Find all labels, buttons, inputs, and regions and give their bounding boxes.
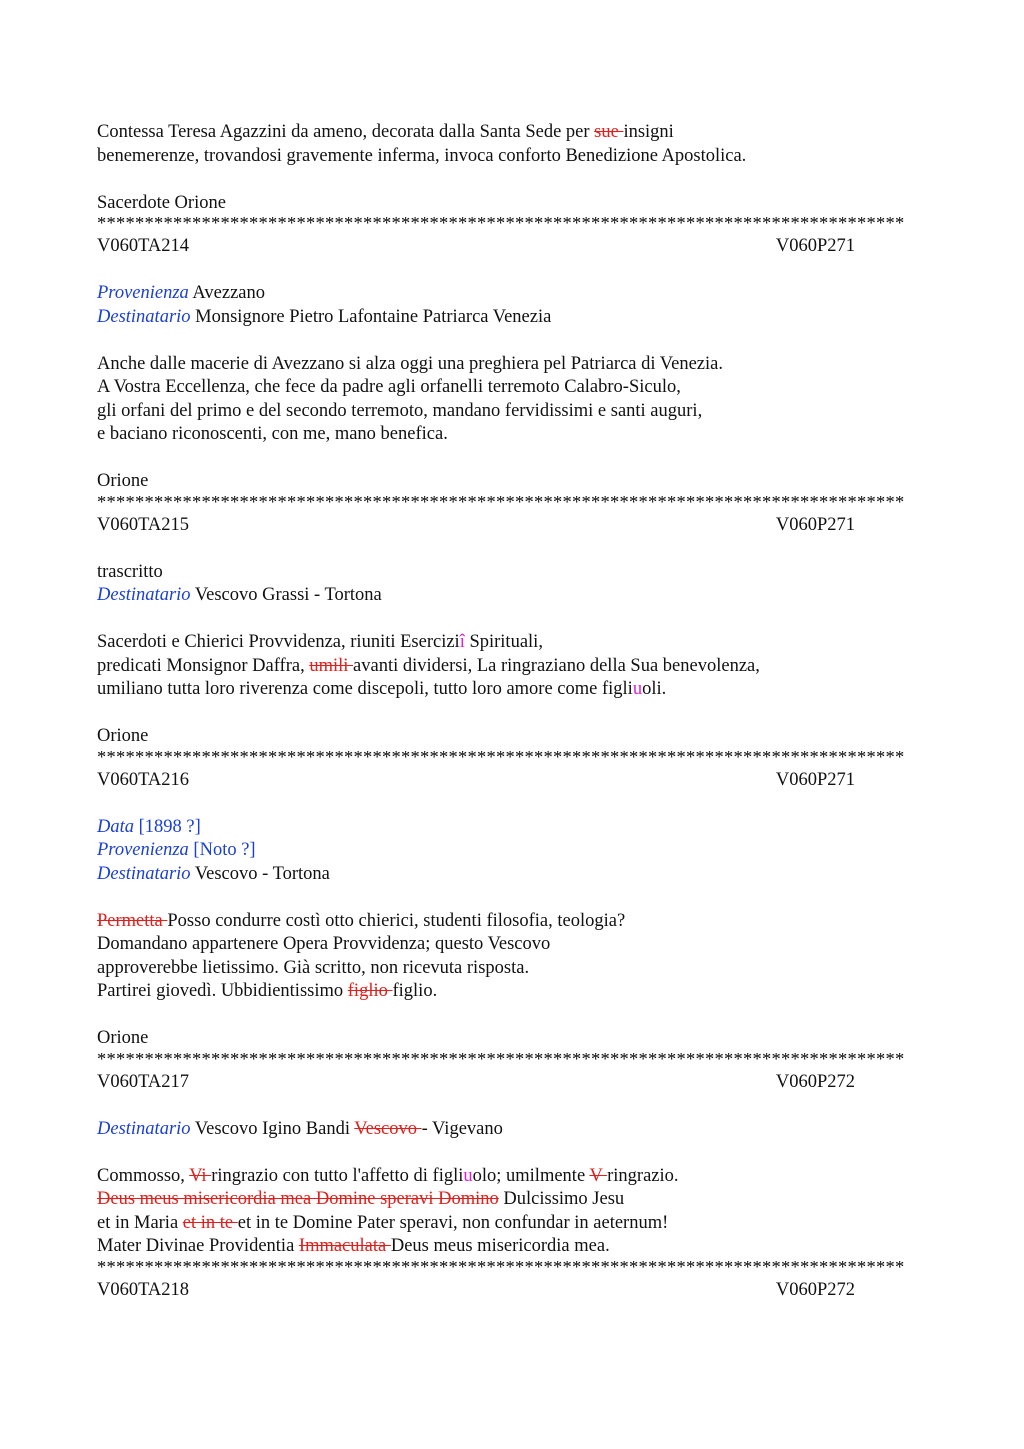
deleted-text: V bbox=[589, 1165, 608, 1186]
signature: Orione bbox=[97, 471, 149, 491]
record-id: V060TA216 bbox=[97, 769, 190, 790]
deleted-text: Vi bbox=[189, 1165, 212, 1186]
text-line: Anche dalle macerie di Avezzano si alza oggi una preghiera pel Patriarca di Venezia. bbox=[97, 353, 723, 374]
record-page: V060P272 bbox=[775, 1071, 855, 1092]
field-label: Destinatario bbox=[97, 585, 191, 605]
provenance-line: Provenienza [Noto ?] bbox=[97, 840, 256, 860]
record-header bbox=[97, 1279, 855, 1303]
record-id: V060TA215 bbox=[97, 514, 190, 535]
signature: Sacerdote Orione bbox=[97, 192, 226, 213]
corrected-text: u bbox=[463, 1165, 473, 1186]
text-line: et in Maria et in te et in te Domine Pater speravi, non confundar in aeternum! bbox=[97, 1212, 669, 1233]
record-header bbox=[97, 1071, 855, 1095]
record-id: V060TA214 bbox=[97, 236, 190, 256]
record-page: V060P271 bbox=[775, 769, 855, 790]
separator: ************************************************************************************* bbox=[97, 217, 905, 231]
separator: ************************************************************************************* bbox=[97, 495, 905, 510]
text-line: Sacerdoti e Chierici Provvidenza, riuniti Eserciziî Spirituali, bbox=[97, 632, 543, 652]
text-line: Deus meus misericordia mea Domine speravi Domino Dulcissimo Jesu bbox=[97, 1189, 625, 1209]
text-line: approverebbe lietissimo. Già scritto, non ricevuta risposta. bbox=[97, 957, 530, 978]
record-header bbox=[97, 769, 855, 793]
text-line: benemerenze, trovandosi gravemente inferma, invoca conforto Benedizione Apostolica. bbox=[97, 145, 747, 166]
signature: Orione bbox=[97, 1028, 149, 1048]
deleted-text: umili bbox=[309, 655, 354, 676]
field-label: Destinatario bbox=[97, 863, 191, 884]
signature: Orione bbox=[97, 726, 149, 746]
recipient-line: Destinatario Vescovo Grassi - Tortona bbox=[97, 585, 382, 605]
recipient-line: Destinatario Monsignore Pietro Lafontaine Patriarca Venezia bbox=[97, 306, 552, 327]
text-line: Mater Divinae Providentia Immaculata Deus meus misericordia mea. bbox=[97, 1236, 610, 1256]
text-line: e baciano riconoscenti, con me, mano benefica. bbox=[97, 424, 448, 444]
deleted-text: et in te bbox=[182, 1212, 238, 1233]
field-label: Destinatario bbox=[97, 306, 191, 327]
text-line: gli orfani del primo e del secondo terremoto, mandano fervidissimi e santi auguri, bbox=[97, 400, 703, 421]
record-header bbox=[97, 514, 855, 538]
separator: ************************************************************************************* bbox=[97, 1260, 905, 1275]
record-header bbox=[97, 235, 855, 259]
separator: ************************************************************************************* bbox=[97, 750, 905, 765]
record-id: V060TA218 bbox=[97, 1279, 190, 1300]
field-label: Provenienza bbox=[97, 840, 189, 860]
text-line: predicati Monsignor Daffra, umili avanti dividersi, La ringraziano della Sua benevolenza, bbox=[97, 655, 760, 676]
deleted-text: Vescovo bbox=[354, 1118, 422, 1139]
text-line: Partirei giovedì. Ubbidientissimo figlio figlio. bbox=[97, 981, 438, 1001]
recipient-line: Destinatario Vescovo Igino Bandi Vescovo - Vigevano bbox=[97, 1118, 503, 1139]
text-line: umiliano tutta loro riverenza come discepoli, tutto loro amore come figliuoli. bbox=[97, 679, 667, 699]
field-label: Data bbox=[97, 816, 134, 837]
text-line: Commosso, Vi ringrazio con tutto l'affetto di figliuolo; umilmente V ringrazio. bbox=[97, 1165, 679, 1186]
note-line: trascritto bbox=[97, 561, 163, 582]
record-id: V060TA217 bbox=[97, 1071, 190, 1092]
date-line: Data [1898 ?] bbox=[97, 816, 201, 837]
deleted-text: Immaculata bbox=[298, 1236, 391, 1256]
deleted-text: figlio bbox=[347, 981, 393, 1001]
corrected-text: î bbox=[459, 632, 465, 652]
text-line: Contessa Teresa Agazzini da ameno, decorata dalla Santa Sede per sue insigni bbox=[97, 122, 674, 142]
separator: ************************************************************************************* bbox=[97, 1052, 905, 1067]
provenance-line: Provenienza Avezzano bbox=[97, 283, 265, 303]
document-page bbox=[97, 121, 927, 1302]
field-label: Destinatario bbox=[97, 1118, 191, 1139]
record-page: V060P271 bbox=[775, 514, 855, 535]
record-page: V060P272 bbox=[775, 1279, 855, 1300]
field-label: Provenienza bbox=[97, 283, 189, 303]
text-line: Permetta Posso condurre costì otto chierici, studenti filosofia, teologia? bbox=[97, 910, 626, 931]
text-line: Domandano appartenere Opera Provvidenza; questo Vescovo bbox=[97, 934, 551, 954]
corrected-text: u bbox=[632, 679, 643, 699]
text-line: A Vostra Eccellenza, che fece da padre agli orfanelli terremoto Calabro-Siculo, bbox=[97, 377, 681, 397]
record-page: V060P271 bbox=[775, 236, 855, 256]
deleted-text: Deus meus misericordia mea Domine speravi Domino bbox=[97, 1189, 499, 1209]
deleted-text: sue bbox=[594, 122, 624, 142]
recipient-line: Destinatario Vescovo - Tortona bbox=[97, 863, 330, 884]
deleted-text: Permetta bbox=[97, 910, 168, 931]
